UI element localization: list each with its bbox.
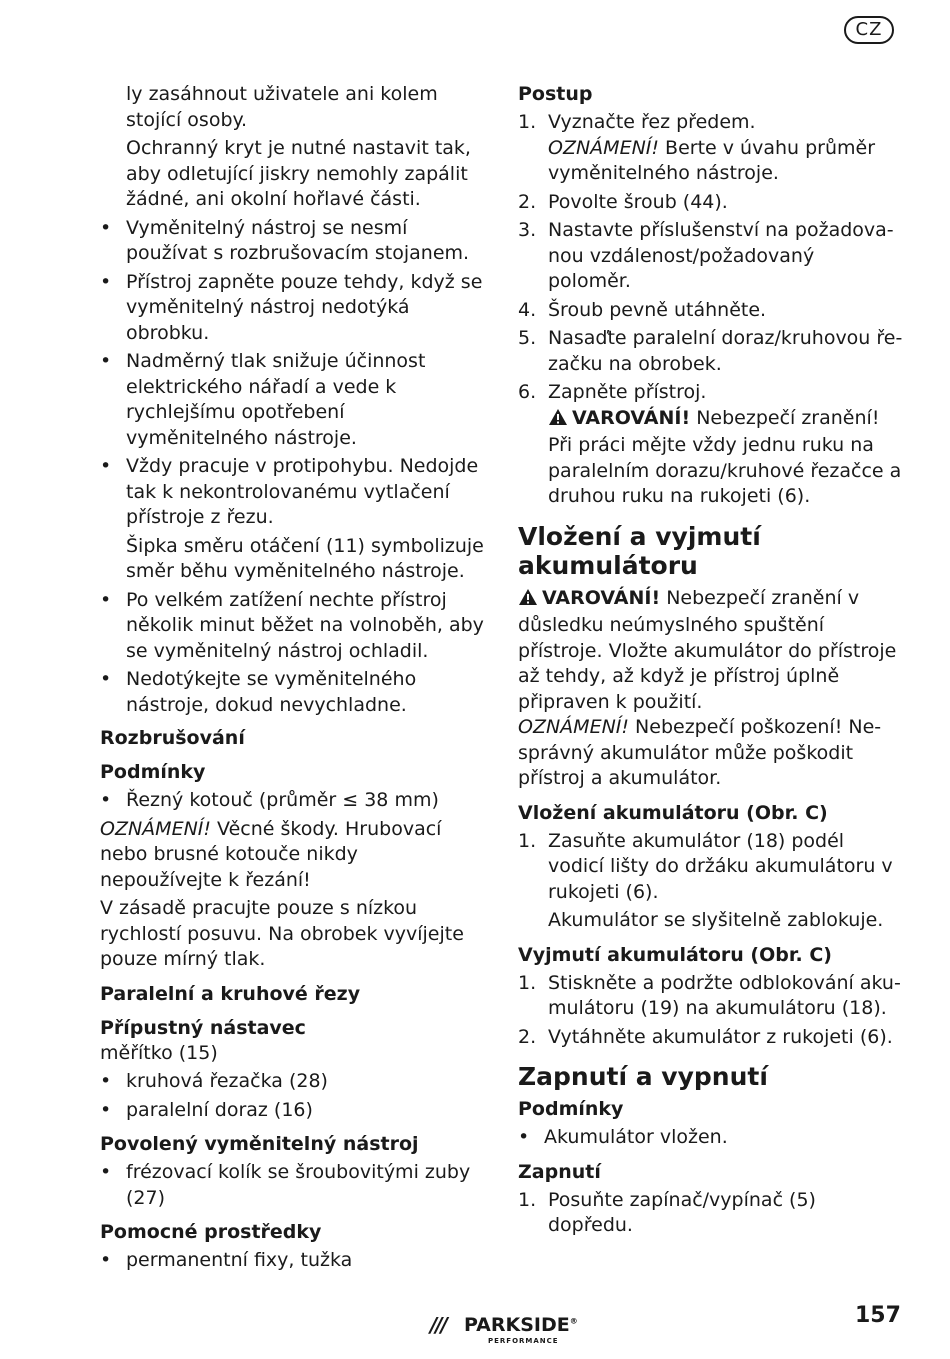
logo-slashes-icon: /// — [430, 1313, 446, 1337]
guard-paragraph: Ochranný kryt je nutné nastavit tak, aby odletující jiskry nemohly zapálit žádné, ani okolní hořlavé části. — [126, 137, 471, 210]
speed-paragraph: V zásadě pracujte pouze s nízkou rychlostí posuvu. Na obrobek vyvíjejte pouze mírný tlak. — [100, 897, 464, 970]
heading-podminky: Podmínky — [100, 761, 206, 783]
list-item: • Řezný kotouč (průměr ≤ 38 mm) — [100, 789, 439, 811]
step-item: 1. Vyznačte řez předem. OZNÁMENÍ! Berte v úvahu průměr vyměnitelného nástroje. — [518, 111, 876, 184]
heading-vlozeni-akumulatoru: Vložení akumulátoru (Obr. C) — [518, 801, 828, 824]
heading-vlozeni-vyjmuti: Vložení a vyjmutí akumulátoru — [518, 521, 761, 580]
list-item: • Přístroj zapněte pouze tehdy, když se vyměnitelný nástroj nedotýká obrobku. — [100, 270, 483, 344]
list-item: • paralelní doraz (16) — [100, 1098, 313, 1121]
step-item: 6. Zapněte přístroj. VAROVÁNÍ! Nebezpečí zranění! Při práci mějte vždy jednu ruku na paralelním dorazu/kruhové řezačce a druhou ruku na rukojeti (6). — [518, 381, 902, 507]
step-item: 5. Nasaďte paralelní doraz/kruhovou řezačku na obrobek. — [518, 327, 903, 375]
step-item: 1. Zasuňte akumulátor (18) podél vodicí lišty do držáku akumulátoru v rukojeti (6). — [518, 829, 893, 903]
list-item: • Vyměnitelný nástroj se nesmí používat s rozbrušovacím stojanem. — [100, 216, 470, 264]
list-item: • Nadměrný tlak snižuje účinnost elektrického nářadí a vede k rychlejšímu opotřebení vyměnitelného nástroje. — [100, 350, 426, 449]
list-item: • permanentní fixy, tužka — [100, 1249, 353, 1271]
arrow-symbol-text: Šipka směru otáčení (11) symbolizuje směr běhu vyměnitelného nástroje. — [126, 534, 484, 582]
list-item: • Vždy pracuje v protipohybu. Nedojde tak k nekontrolovanému vytlačení přístroje z řezu. — [100, 455, 479, 528]
list-item: • kruhová řezačka (28) — [100, 1070, 328, 1092]
step-item: 1. Stiskněte a podržte odblokování akumulátoru (19) na akumulátoru (18). — [518, 971, 901, 1019]
right-column — [518, 82, 903, 1239]
left-column — [100, 82, 485, 1274]
step-item: 4. Šroub pevně utáhněte. — [518, 298, 767, 321]
step-result: Akumulátor se slyšitelně zablokuje. — [548, 909, 884, 931]
step-item: 2. Vytáhněte akumulátor z rukojeti (6). — [518, 1025, 893, 1048]
heading-pripustny: Přípustný nástavec — [100, 1016, 306, 1039]
warning-paragraph: VAROVÁNÍ! Nebezpečí zranění v důsledku neúmyslného spuštění přístroje. Vložte akumulátor do přístroje až tehdy, až když je přístroj úplně připraven k použití. — [518, 586, 897, 713]
heading-zapnuti: Zapnutí — [518, 1160, 601, 1183]
page-number: 157 — [855, 1303, 901, 1328]
heading-pomocne: Pomocné prostředky — [100, 1221, 322, 1243]
heading-podminky: Podmínky — [518, 1098, 624, 1120]
list-item: • Akumulátor vložen. — [518, 1126, 728, 1148]
notice-paragraph: OZNÁMENÍ! Věcné škody. Hrubovací nebo brusné kotouče nikdy nepoužívejte k řezání! — [100, 817, 442, 891]
list-item: • frézovací kolík se šroubovitými zuby (27) — [100, 1161, 471, 1209]
heading-rozbrusovani: Rozbrušování — [100, 727, 245, 749]
logo-subtitle: PERFORMANCE — [488, 1337, 559, 1345]
heading-postup: Postup — [518, 83, 593, 105]
parkside-logo — [430, 1313, 580, 1347]
warning-icon — [548, 408, 568, 434]
notice-paragraph: OZNÁMENÍ! Nebezpečí poškození! Nesprávný akumulátor může poškodit přístroj a akumulátor. — [518, 716, 882, 789]
heading-paralelni: Paralelní a kruhové řezy — [100, 982, 361, 1005]
continuation-text: ly zasáhnout uživatele ani kolem stojící osoby. — [126, 83, 438, 131]
heading-vyjmuti-akumulatoru: Vyjmutí akumulátoru (Obr. C) — [518, 943, 832, 966]
logo-brand: PARKSIDE® — [464, 1314, 578, 1336]
list-item: • Po velkém zatížení nechte přístroj několik minut běžet na volnoběh, aby se vyměnitelný nástroj ochladil. — [100, 588, 484, 662]
language-badge: CZ — [844, 16, 894, 44]
step-item: 2. Povolte šroub (44). — [518, 190, 728, 213]
heading-zapnuti-vypnuti: Zapnutí a vypnutí — [518, 1062, 768, 1091]
step-item: 3. Nastavte příslušenství na požadovanou vzdálenost/požadovaný poloměr. — [518, 219, 894, 292]
step-item: 1. Posuňte zapínač/vypínač (5) dopředu. — [518, 1188, 816, 1236]
warning-icon — [518, 588, 538, 614]
meritko-text: měřítko (15) — [100, 1041, 218, 1064]
heading-povoleny: Povolený vyměnitelný nástroj — [100, 1133, 419, 1155]
list-item: • Nedotýkejte se vyměnitelného nástroje, dokud nevychladne. — [100, 668, 417, 716]
